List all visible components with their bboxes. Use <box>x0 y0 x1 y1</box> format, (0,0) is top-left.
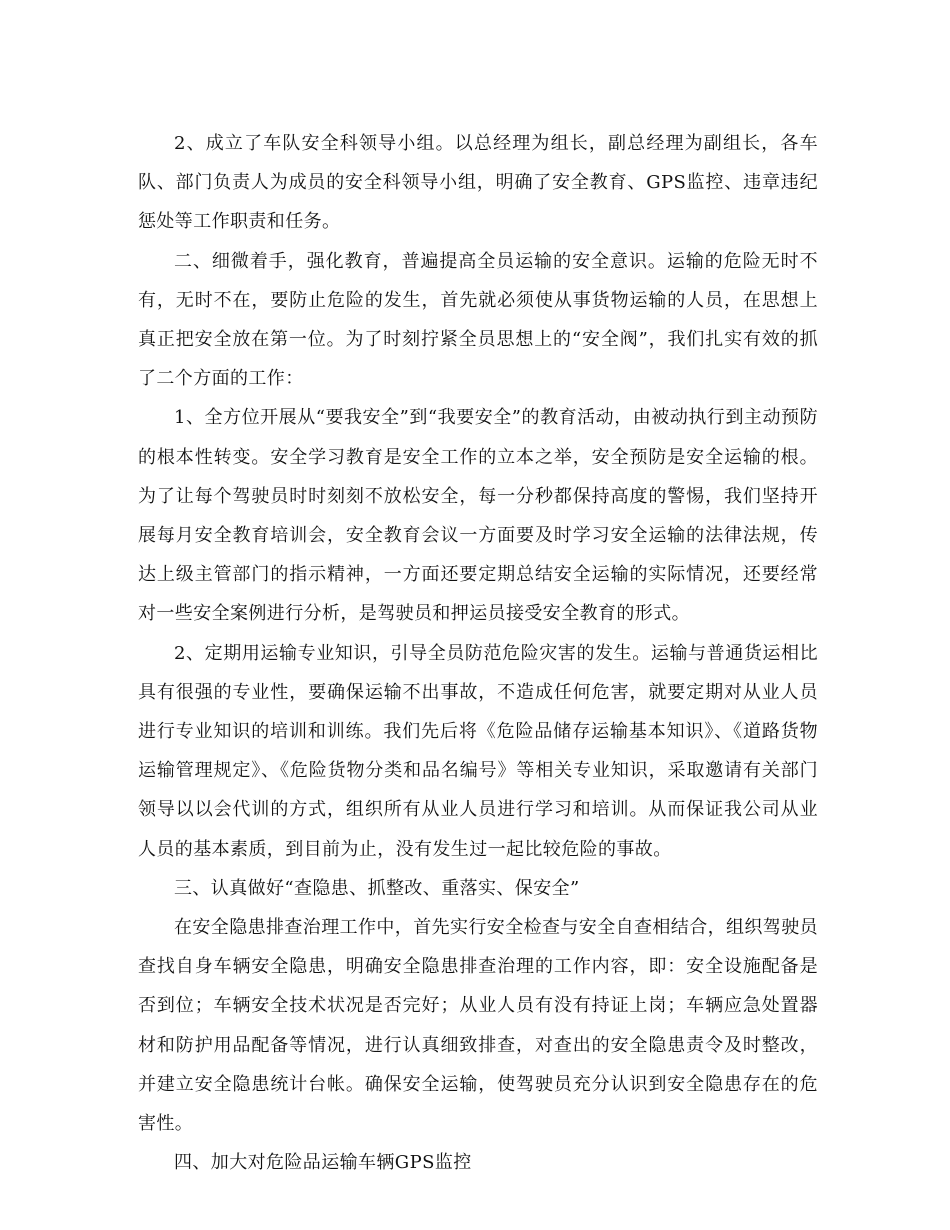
paragraph-section-two: 二、细微着手，强化教育，普遍提高全员运输的安全意识。运输的危险无时不有，无时不在，要防止危险的发生，首先就必须使从事货物运输的人员，在思想上真正把安全放在第一位。为了时刻拧紧全员思想上的“安全阀”，我们扎实有效的抓了二个方面的工作： <box>138 250 818 390</box>
paragraph-hazard-inspection: 在安全隐患排查治理工作中，首先实行安全检查与安全自查相结合，组织驾驶员查找自身车辆安全隐患，明确安全隐患排查治理的工作内容，即：安全设施配备是否到位；车辆安全技术状况是否完好；从业人员有没有持证上岗；车辆应急处置器材和防护用品配备等情况，进行认真细致排查，对查出的安全隐患责令及时整改，并建立安全隐患统计台帐。确保安全运输，使驾驶员充分认识到安全隐患存在的危害性。 <box>138 917 818 1135</box>
document-body <box>138 124 818 1182</box>
paragraph-section-three: 三、认真做好“查隐患、抓整改、重落实、保安全” <box>174 877 580 899</box>
paragraph-section-four: 四、加大对危险品运输车辆GPS监控 <box>174 1152 472 1174</box>
paragraph-professional-training: 2、定期用运输专业知识，引导全员防范危险灾害的发生。运输与普通货运相比具有很强的专业性，要确保运输不出事故，不造成任何危害，就要定期对从业人员进行专业知识的培训和训练。我们先后将《危险品储存运输基本知识》、《道路货物运输管理规定》、《危险货物分类和品名编号》等相关专业知识，采取邀请有关部门领导以以会代训的方式，组织所有从业人员进行学习和培训。从而保证我公司从业人员的基本素质，到目前为止，没有发生过一起比较危险的事故。 <box>138 642 818 860</box>
paragraph-education-activity: 1、全方位开展从“要我安全”到“我要安全”的教育活动，由被动执行到主动预防的根本性转变。安全学习教育是安全工作的立本之举，安全预防是安全运输的根。为了让每个驾驶员时时刻刻不放松安全，每一分秒都保持高度的警惕，我们坚持开展每月安全教育培训会，安全教育会议一方面要及时学习安全运输的法律法规，传达上级主管部门的指示精神，一方面还要定期总结安全运输的实际情况，还要经常对一些安全案例进行分析，是驾驶员和押运员接受安全教育的形式。 <box>138 407 818 625</box>
paragraph-safety-group: 2、成立了车队安全科领导小组。以总经理为组长，副总经理为副组长，各车队、部门负责人为成员的安全科领导小组，明确了安全教育、GPS监控、违章违纪惩处等工作职责和任务。 <box>138 133 818 233</box>
